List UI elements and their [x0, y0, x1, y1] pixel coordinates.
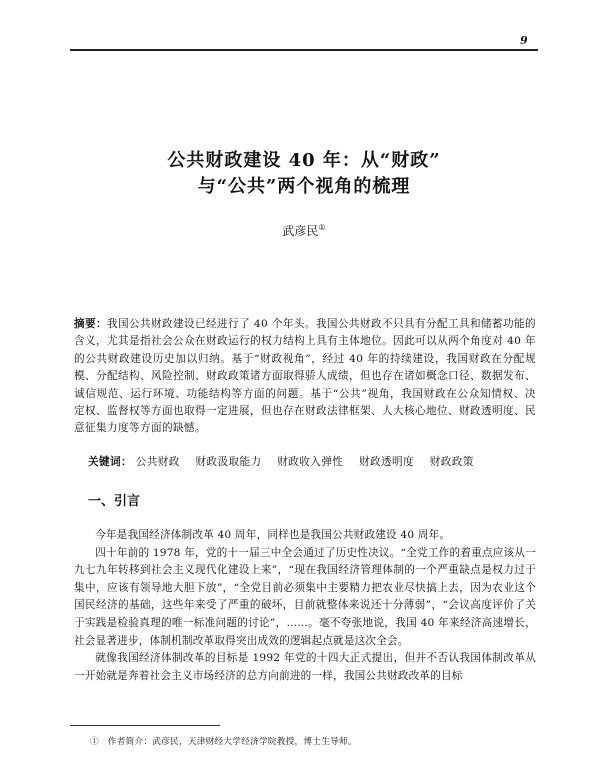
author-name: 武彦民: [282, 224, 319, 238]
keyword: 财政汲取能力: [195, 456, 262, 468]
keywords-label: 关键词：: [88, 456, 132, 468]
abstract-text: 我国公共财政建设已经进行了 40 个年头。我国公共财政不只具有分配工具和储蓄功能的含义，尤其是指社会公众在财政运行的权力结构上具有主体地位。因此可以从两个角度对 40 年的公共财政建设历史加以归纳。基于“财政视角”，经过 40 年的持续建设，我国财政在分配规模、分配结构、风险控制、财政政策诸方面取得骄人成绩，但也存在诸如概念口径、数据发布、诚信规范、运行环境、功能结构等方面的问题。基于“公共”视角，我国财政在公众知情权、决定权、监督权等方面也取得一定进展，但也存在财政法律框架、人大核心地位、财政透明度、民意征集力度等方面的缺憾。: [74, 318, 536, 435]
keyword: 财政透明度: [359, 456, 414, 468]
keyword: 财政政策: [429, 456, 474, 468]
keywords: [88, 454, 528, 469]
article-title-line1: 公共财政建设 40 年：从“财政”: [167, 150, 441, 171]
paragraph: 今年是我国经济体制改革 40 周年，同样也是我国公共财政建设 40 周年。: [95, 529, 451, 541]
abstract: [74, 316, 536, 438]
page-number: 9: [520, 34, 528, 47]
abstract-label: 摘要：: [74, 318, 108, 330]
footnote: ① 作者简介：武彦民，天津财经大学经济学院教授，博士生导师。: [90, 737, 357, 747]
author-note-mark: ①: [318, 223, 326, 232]
footnote-rule: [70, 725, 220, 726]
author-line: [70, 222, 538, 239]
keyword: 财政收入弹性: [277, 456, 344, 468]
article-title-line2: 与“公共”两个视角的梳理: [197, 176, 411, 197]
keyword: 公共财政: [135, 456, 180, 468]
paragraph: 就像我国经济体制改革的目标是 1992 年党的十四大正式提出，但并不否认我国体制改革从一开始就是奔着社会主义市场经济的总方向前进的一样，我国公共财政改革的目标: [74, 652, 536, 682]
paragraph: 四十年前的 1978 年，党的十一届三中全会通过了历史性决议。“全党工作的着重点应该从一九七九年转移到社会主义现代化建设上来”，“现在我国经济管理体制的一个严重缺点是权力过于集中，应该有领导地大胆下放”，“全党目前必须集中主要精力把农业尽快搞上去，因为农业这个国民经济的基础，这些年来受了严重的破坏，目前就整体来说还十分薄弱”，“会议高度评价了关于实践是检验真理的唯一标准问题的讨论”，……。毫不夸张地说，我国 40 年来经济高速增长，社会显著进步，体制机制改革取得突出成效的逻辑起点就是这次全会。: [74, 546, 536, 647]
section-heading: 一、引言: [88, 494, 141, 509]
body-text: [74, 527, 536, 685]
header-rule: [70, 49, 538, 51]
